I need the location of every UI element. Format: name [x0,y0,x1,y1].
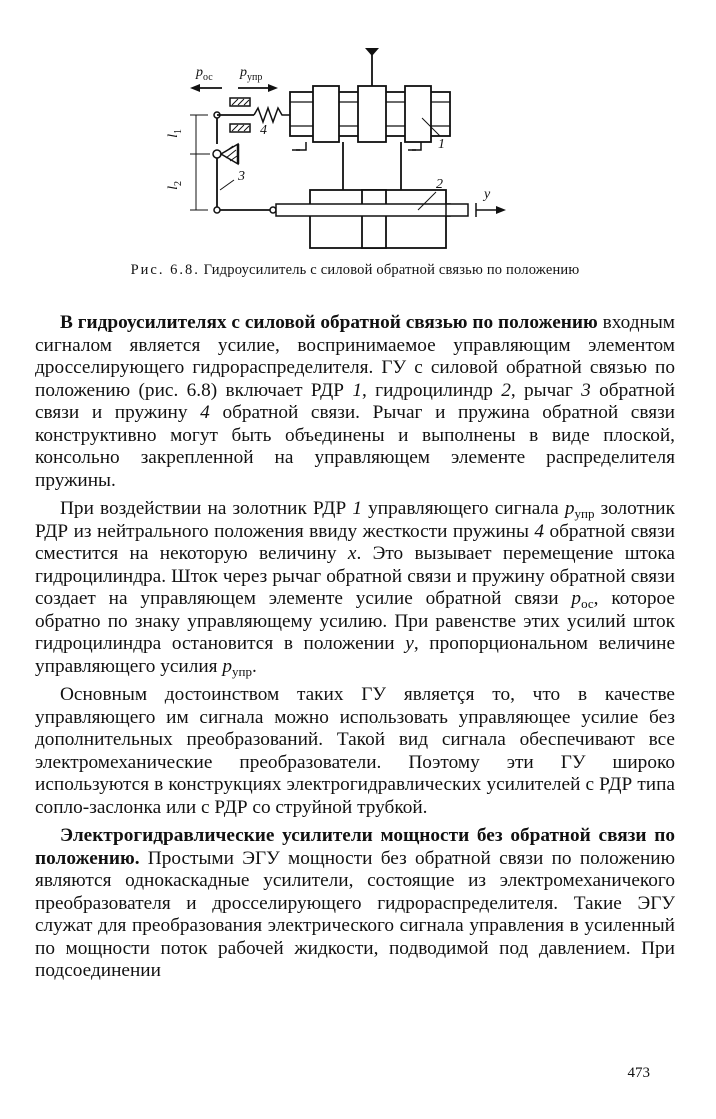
body-text [35,312,675,989]
label-l1: $l_1$ [166,128,184,138]
label-3: 3 [238,169,245,184]
label-2: 2 [436,177,443,192]
paragraph-4: Электрогидравлические усилители мощности без обратной связи по положению. Простыми ЭГУ мощности без обратной связи по положению являются однокаскадные усилители, состоящие из электромеханичекого преобразователя и дросселирующего гидрораспределителя. Такие ЭГУ служат для преобразования электрического сигнала управления в усиленный по мощности поток рабочей жидкости, подводимой под давлением. При подсоединении [35,825,675,981]
arrow-p-os-head [190,84,200,92]
paragraph-1-heading: В гидроусилителях с силовой обратной связью по положению [60,312,598,333]
caption-label: Рис. 6.8. [130,262,200,278]
paragraph-2: При воздействии на золотник РДР 1 управляющего сигнала $p_{упр}$ золотник РДР из нейтрального положения ввиду жесткости пружины 4 обратной связи сместится на некоторую величину x. Это вызывает перемещение штока гидроцилиндра. Шток через рычаг обратной связи и пружину обратной связи создает на управляющем элементе усилие обратной связи $p_{ос}$, которое обратно по знаку управляющему усилию. При равенстве этих усилий шток гидроцилиндра остановится в положении y, пропорциональном величине управляющего усилия $p_{упр}$. [35,498,676,679]
pivot-support [221,144,238,164]
page-number: 473 [627,1065,650,1081]
label-p-upr: $p_{упр}$ [240,65,263,83]
spool-land-left [313,86,339,142]
arrow-p-upr-head [268,84,278,92]
paragraph-4-heading: Электрогидравлические усилители мощности без обратной связи по положению. [35,825,675,869]
paragraph-3: Основным достоинством таких ГУ являетçя то, что в качестве управляющего им сигнала можно использовать управляющее усилие без дополнительных преобразований. Такой вид сигнала обеспечивают все электромеханические преобразователи. Поэтому эти ГУ широко используются в конструкциях электрогидравлических усилителей с РДР типа сопло-заслонка или с РДР со струйной трубкой. [35,684,675,818]
paragraph-1: В гидроусилителях с силовой обратной связью по положению входным сигналом является усилие, воспринимаемое управляющим элементом дросселирующего гидрораспределителя. ГУ с силовой обратной связью по положению (рис. 6.8) включает РДР 1, гидроцилиндр 2, рычаг 3 обратной связи и пружину 4 обратной связи. Рычаг и пружина обратной связи конструктивно могут быть объединены и выполнены в виде плоской, консольно закрепленной на управляющем элементе распределителя пружины. [35,312,675,491]
caption-text: Гидроусилитель с силовой обратной связью по положению [203,262,580,278]
spool-land-center [358,86,386,142]
piston [362,190,386,248]
piston-rod [276,204,450,216]
label-p-os: $p_{ос}$ [196,65,213,83]
label-4: 4 [260,123,267,138]
label-1: 1 [438,137,445,152]
figure-caption [35,262,675,279]
spool-land-right [405,86,431,142]
label-l2: $l_2$ [166,180,184,190]
figure-6-8 [150,40,510,255]
spring-4 [254,108,290,122]
label-y: y [484,187,491,202]
